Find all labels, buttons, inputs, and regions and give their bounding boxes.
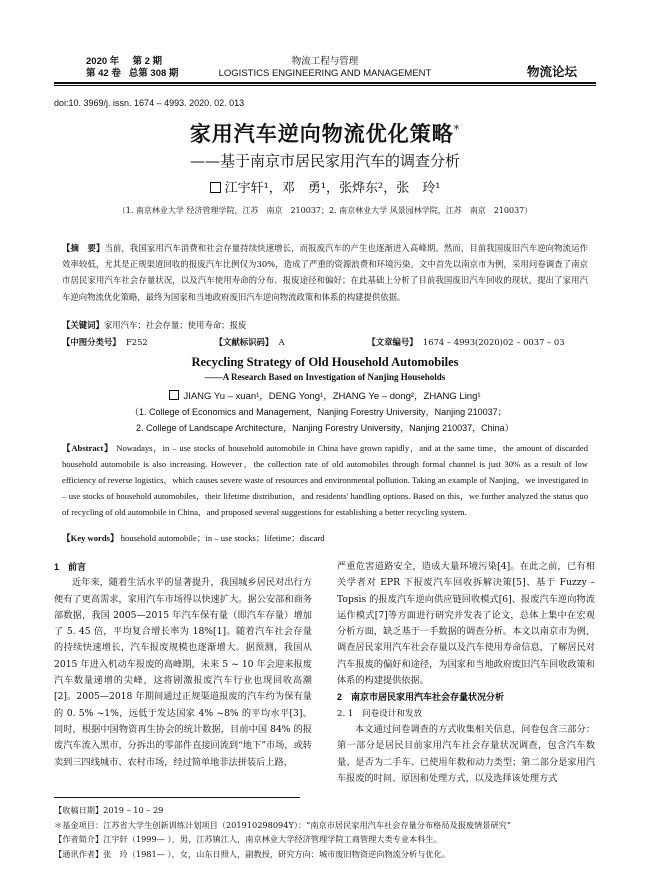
cn-keywords-text: 家用汽车；社会存量；使用寿命；报废 [103, 320, 247, 330]
en-authors [0, 388, 650, 402]
footnote-received: 【收稿日期】2019 – 10 – 29 [54, 805, 164, 815]
footnotes [54, 803, 614, 861]
cn-abstract-label: 【摘 要】 [62, 243, 105, 253]
article-number-field [367, 336, 564, 348]
doi: doi:10. 3969/j. issn. 1674 – 4993. 2020. 02. 013 [54, 98, 245, 108]
affiliation: （1. 南京林业大学 经济管理学院，江苏 南京 210037；2. 南京林业大学 风景园林学院，江苏 南京 210037） [117, 206, 533, 215]
cn-abstract [62, 240, 588, 305]
header-column: 物流论坛 [527, 65, 578, 79]
header-issue: 第 2 期 [132, 56, 163, 67]
body-column-left [54, 559, 312, 771]
paper-title [0, 118, 650, 148]
clc-field [62, 336, 212, 348]
clc-value: F252 [125, 337, 148, 347]
header-total: 总第 308 期 [128, 68, 179, 79]
title-text: 家用汽车逆向物流优化策略 [189, 121, 454, 146]
en-abstract [62, 440, 588, 520]
article-number-label: 【文章编号】 [367, 337, 418, 347]
en-title: Recycling Strategy of Old Household Automobiles [191, 355, 459, 369]
doc-code-value: A [278, 337, 285, 347]
en-abstract-text: Nowadays，in – use stocks of household automobile in China have grown rapidly，and at the same time，the amount of discarded household automobile is also increasing. However，the collection rate of old automobiles through formal channel is just 30% as a result of low efficiency of reverse logistics，which causes severe waste of resources and environmental pollution. Taking an example of Nanjing，we investigated in – use stocks of household automobiles，their lifetime distribution，and residents' handling options. Based on this，we further analyzed the status quo of recycling of old automobile in China，and proposed several suggestions for establishing a better recycling system. [62, 443, 588, 518]
en-keywords-label: 【Key words】 [62, 533, 119, 543]
en-keywords [62, 532, 588, 544]
en-abstract-label: 【Abstract】 [62, 443, 114, 453]
article-number-value: 1674 – 4993(2020)02 – 0037 – 03 [422, 337, 565, 347]
body-paragraph: 严重危害道路安全，造成大量环境污染[4]。在此之前，已有相关学者对 EPR 下报废汽车回收拆解决策[5]、基于 Fuzzy – Topsis 的报废汽车逆向供应链回收模式[6]、报废汽车逆向物流运作模式[7]等方面进行研究并发表了论文，总体上集中在宏观分析方面，缺乏基于一手数据的调查分析。本文以南京市为例，调查居民家用汽车社会存量以及汽车使用寿命信息，了解居民对汽车报废的偏好和途径，为国家和当地政府废旧汽车回收政策和体系的构建提供依据。 [337, 561, 595, 687]
header-year: 2020 年 [86, 56, 120, 67]
qr-box-icon [210, 182, 221, 193]
body-paragraph: 近年来，随着生活水平的显著提升，我国城乡居民对出行方便有了更高需求，家用汽车市场得以快速扩大。据公安部和商务部数据，我国 2005—2015 年汽车保有量（即汽车存量）增加了 5. 45 倍，平均复合增长率为 18%[1]。随着汽车社会存量的持续快速增长，汽车报废规模也逐渐增大。据预测，我国从 2015 年进入机动车报废的高峰期，未来 5 ~ 10 年会迎来报废汽车数量递增的尖峰，这将剧激报废汽车行业也现回收高潮[2]。2005—2018 年期间通过正规渠道报废的汽车约为保有量的 0. 5% ~1%，远低于发达国家 4% ~8% 的平均水平[3]。同时，根据中国物资再生协会的统计数据，目前中国 84% 的报废汽车流入黑市，分拆出的零部件直接回流到“地下”市场，或转卖到三四线城市、农村市场，经过简单地非法拼装后上路， [54, 577, 312, 768]
authors [0, 177, 650, 196]
classification [62, 336, 588, 348]
en-keywords-text: household automobile；in – use stocks；lifetime；discard [120, 533, 325, 543]
footnote-author: 【作者简介】江宇轩（1999— ），男，江苏镇江人，南京林业大学经济管理学院工商管理大类专业本科生。 [54, 834, 442, 844]
en-authors-text: JIANG Yu – xuan¹，DENG Yong¹，ZHANG Ye – dong²，ZHANG Ling¹ [183, 391, 481, 402]
section-heading: 1 前言 [54, 562, 87, 572]
footnote-rule [54, 797, 300, 798]
clc-label: 【中图分类号】 [62, 337, 121, 347]
header-volume: 第 42 卷 [86, 68, 121, 79]
en-affiliation-2: 2. College of Landscape Architecture，Nanjing Forestry University，Nanjing 210037，China） [136, 423, 514, 433]
doc-code-label: 【文献标识码】 [214, 337, 274, 347]
body-column-right [337, 559, 595, 787]
cn-keywords-label: 【关键词】 [62, 320, 104, 330]
header-rule-thin [54, 85, 596, 86]
header-rule [54, 82, 596, 84]
authors-text: 江宇轩¹，邓 勇¹，张烨东²，张 玲¹ [224, 181, 441, 196]
header-journal-cn: 物流工程与管理 [291, 56, 359, 67]
footnote-contact: 【通讯作者】张 玲（1981— ），女，山东日照人，副教授，研究方向：城市废旧物资逆向物流分析与优化。 [54, 848, 450, 859]
en-affiliation-1: （1. College of Economics and Management，Nanjing Forestry University，Nanjing 210037； [130, 407, 507, 417]
body-paragraph: 本文通过问卷调查的方式收集相关信息，问卷包含三部分：第一部分是居民目前家用汽车社会存量状况调查，包含汽车数量、是否为二手车、已使用年数和动力类型；第二部分是家用汽车报废的时间、原因和处理方式，以及选择该处理方式 [337, 723, 595, 784]
en-affiliation [130, 404, 590, 436]
qr-box-icon [169, 390, 179, 400]
cn-abstract-text: 当前，我国家用汽车消费和社会存量持续快速增长，而报废汽车的产生也逐渐进入高峰期。然而，目前我国废旧汽车逆向物流运作效率较低，尤其是正规渠道回收的报废汽车比例仅为30%，造成了严重的资源浪费和环境污染。文中首先以南京市为例，采用问卷调查了南京市居民家用汽车社会存量状况，以及汽车使用寿命的分布、报废途径和偏好；在此基础上分析了目前我国废旧汽车回收的现状，提出了家用汽车逆向物流优化策略，最终为国家和当地政府废旧汽车逆向物流政策和体系的构建提供依据。 [62, 243, 589, 302]
header-journal-en: LOGISTICS ENGINEERING AND MANAGEMENT [218, 68, 432, 79]
en-subtitle: ——A Research Based on Investigation of Nanjing Households [204, 372, 446, 382]
footnote-fund: ＊基金项目：江苏省大学生创新训练计划项目（201910298094Y）：“南京市居民家用汽车社会存量分布格局及报废情景研究” [54, 819, 511, 830]
paper-subtitle: ——基于南京市居民家用汽车的调查分析 [189, 152, 460, 170]
doc-code-field [215, 336, 365, 348]
title-mark: * [453, 123, 461, 136]
section-heading: 2 南京市居民家用汽车社会存量状况分析 [337, 692, 505, 703]
cn-keywords [62, 319, 588, 331]
subsection-heading: 2. 1 问卷设计和发放 [337, 708, 423, 719]
